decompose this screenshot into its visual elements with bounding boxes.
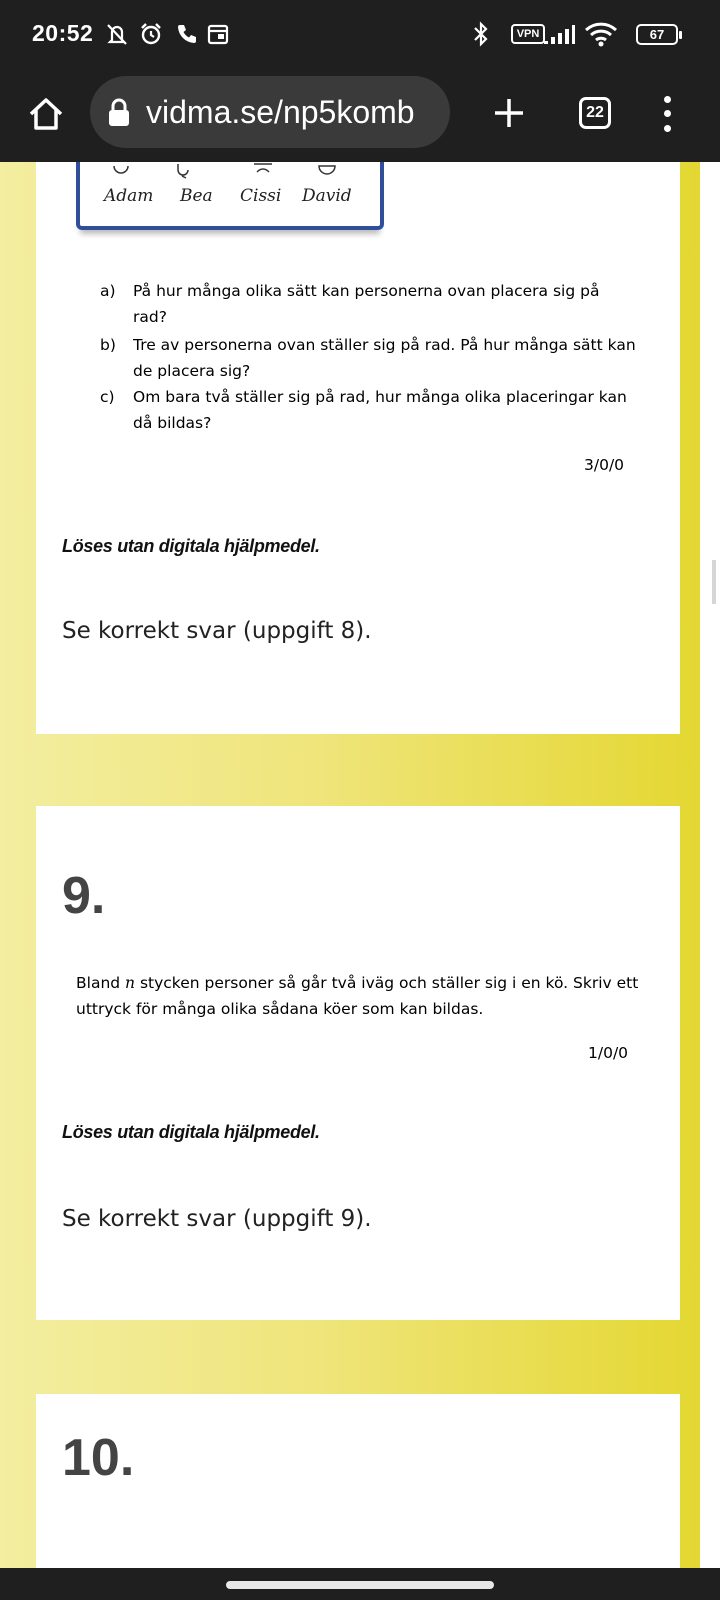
home-icon <box>26 94 66 134</box>
task-9-card <box>36 806 680 1320</box>
person-name: Bea <box>180 186 213 206</box>
question-text: Om bara två ställer sig på rad, hur många olika placeringar kan då bildas? <box>133 388 627 432</box>
face-sketch-icon <box>252 162 274 180</box>
calendar-icon <box>206 20 230 48</box>
score-label: 1/0/0 <box>588 1044 629 1062</box>
persons-illustration <box>76 162 384 230</box>
menu-dot-icon <box>664 96 671 103</box>
variable-n: n <box>125 974 136 992</box>
task-text <box>76 970 646 1022</box>
task-text-end: stycken personer så går två iväg och ställer sig i en kö. Skriv ett uttryck för många olika sådana köer som kan bildas. <box>76 974 639 1018</box>
bluetooth-icon <box>470 20 492 48</box>
signal-icon <box>542 20 576 48</box>
question-letter: c) <box>100 388 115 406</box>
address-bar[interactable] <box>90 76 450 148</box>
person-name: Cissi <box>240 186 282 206</box>
status-bar <box>0 0 720 70</box>
vpn-badge: VPN <box>511 24 545 44</box>
question-text: På hur många olika sätt kan personerna ovan placera sig på rad? <box>133 282 600 326</box>
answer-link[interactable]: Se korrekt svar (uppgift 8). <box>62 618 372 644</box>
menu-dot-icon <box>664 110 671 117</box>
task-number: 9. <box>62 867 106 925</box>
overflow-menu-button[interactable] <box>655 92 679 136</box>
person-name: David <box>302 186 352 206</box>
web-page <box>0 162 720 1568</box>
url-text: vidma.se/np5komb <box>146 93 415 130</box>
browser-toolbar <box>0 70 720 162</box>
score-label: 3/0/0 <box>584 456 625 474</box>
home-button[interactable] <box>22 90 70 138</box>
task-10-card <box>36 1394 680 1568</box>
plus-icon <box>492 96 526 130</box>
navigation-bar <box>0 1568 720 1600</box>
question-letter: b) <box>100 336 116 354</box>
question-text: Tre av personerna ovan ställer sig på rad. På hur många sätt kan de placera sig? <box>133 336 636 380</box>
answer-link[interactable]: Se korrekt svar (uppgift 9). <box>62 1206 372 1232</box>
task-number: 10. <box>62 1429 135 1487</box>
wifi-icon <box>584 20 618 48</box>
question-letter: a) <box>100 282 116 300</box>
lock-icon <box>108 97 130 127</box>
home-gesture-bar[interactable] <box>226 1581 494 1589</box>
menu-dot-icon <box>664 125 671 132</box>
tool-note: Löses utan digitala hjälpmedel. <box>62 1122 320 1142</box>
new-tab-button[interactable] <box>484 88 534 138</box>
tab-switcher-button[interactable]: 22 <box>579 97 611 129</box>
face-sketch-icon <box>172 162 194 180</box>
task-text-start: Bland <box>76 974 126 992</box>
face-sketch-icon <box>110 162 132 180</box>
tool-note: Löses utan digitala hjälpmedel. <box>62 536 320 556</box>
person-name: Adam <box>104 186 154 206</box>
phone-call-icon <box>174 20 200 48</box>
mute-vibrate-icon <box>104 20 130 48</box>
task-8-card <box>36 162 680 734</box>
scroll-indicator[interactable] <box>712 560 716 604</box>
battery-indicator: 67 <box>636 24 678 45</box>
status-time: 20:52 <box>32 20 94 46</box>
alarm-icon <box>138 20 164 48</box>
face-sketch-icon <box>316 162 338 180</box>
